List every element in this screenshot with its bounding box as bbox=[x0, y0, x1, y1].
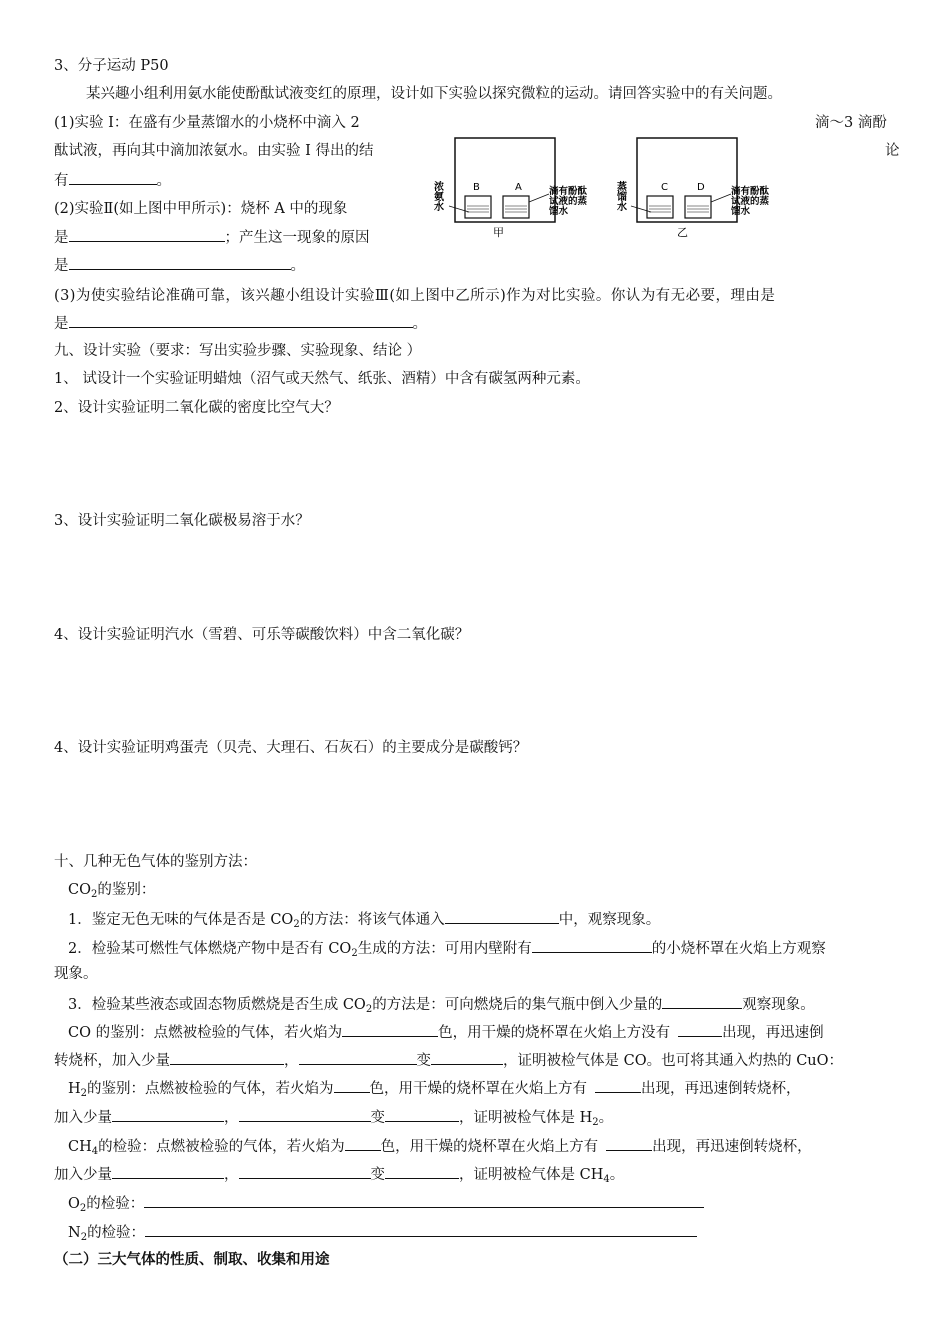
jia-right-label-3: 馏水 bbox=[549, 206, 569, 217]
yi-right-label-2: 试液的蒸 bbox=[731, 196, 770, 207]
co2-heading: $CO_2$的鉴别： bbox=[68, 882, 156, 900]
answer-blank[interactable] bbox=[334, 1078, 370, 1093]
answer-blank[interactable] bbox=[144, 1193, 704, 1208]
q1-line-b-right: 论 bbox=[885, 143, 900, 159]
q3-line-a: (3)为使实验结论准确可靠，该兴趣小组设计实验Ⅲ(如上图中乙所示)作为对比实验。你认为有无必要，理由是 bbox=[54, 288, 776, 304]
beaker-b bbox=[465, 196, 491, 218]
s9-q1: 1、 试设计一个实验证明蜡烛（沼气或天然气、纸张、酒精）中含有碳氢两种元素。 bbox=[54, 371, 590, 387]
beaker-c-label: C bbox=[661, 182, 668, 193]
yi-right-label-1: 滴有酚酞 bbox=[731, 186, 770, 197]
section-3-intro: 某兴趣小组利用氨水能使酚酞试液变红的原理，设计如下实验以探究微粒的运动。请回答实验中的有关问题。 bbox=[86, 86, 782, 102]
beaker-b-label: B bbox=[473, 182, 480, 193]
co2-item-2: 2．检验某可燃性气体燃烧产物中是否有 $CO_2$生成的方法：可用内壁附有 的小烧杯罩在火焰上方观察 bbox=[68, 938, 826, 964]
jia-left-label-2: 氨 bbox=[434, 192, 444, 203]
jia-left-label-3: 水 bbox=[434, 202, 444, 213]
co-line-1: CO 的鉴别：点燃被检验的气体，若火焰为 色，用干燥的烧杯罩在火焰上方没有 出现，再迅速倒 bbox=[68, 1022, 824, 1043]
s9-q3: 3、设计实验证明二氧化碳极易溶于水？ bbox=[54, 513, 310, 529]
s9-q4b: 4、设计实验证明鸡蛋壳（贝壳、大理石、石灰石）的主要成分是碳酸钙？ bbox=[54, 740, 528, 756]
answer-blank[interactable] bbox=[385, 1107, 459, 1122]
yi-left-label-3: 水 bbox=[617, 202, 627, 213]
answer-blank[interactable] bbox=[606, 1136, 652, 1151]
beaker-c bbox=[647, 196, 673, 218]
ch4-line-1: $CH_4$的检验：点燃被检验的气体，若火焰为 色，用干燥的烧杯罩在火焰上方有 出现，再迅速倒转烧杯， bbox=[68, 1136, 812, 1162]
answer-blank[interactable] bbox=[69, 170, 157, 185]
answer-blank[interactable] bbox=[595, 1078, 641, 1093]
q1-line-a: (1)实验 I：在盛有少量蒸馏水的小烧杯中滴入 2 bbox=[54, 115, 360, 131]
answer-blank[interactable] bbox=[69, 313, 413, 328]
section-3-title: 3、分子运动 P50 bbox=[54, 58, 169, 74]
beaker-d-label: D bbox=[697, 182, 705, 193]
yi-caption: 乙 bbox=[677, 226, 688, 239]
answer-blank[interactable] bbox=[112, 1164, 224, 1179]
beaker-d bbox=[685, 196, 711, 218]
answer-blank[interactable] bbox=[445, 909, 559, 924]
q1-line-b: 酞试液，再向其中滴加浓氨水。由实验 I 得出的结 bbox=[54, 143, 374, 159]
q2-line-a: (2)实验Ⅱ(如上图中甲所示)：烧杯 A 中的现象 bbox=[54, 201, 348, 217]
answer-blank[interactable] bbox=[69, 255, 291, 270]
q1-line-c: 有 。 bbox=[54, 170, 171, 191]
answer-blank[interactable] bbox=[170, 1050, 284, 1065]
figure-jia bbox=[434, 138, 588, 239]
yi-left-label-2: 馏 bbox=[617, 192, 627, 203]
answer-blank[interactable] bbox=[342, 1022, 438, 1037]
co-line-2: 转烧杯，加入少量 ， 变 ，证明被检气体是 CO。也可将其通入灼热的 CuO： bbox=[54, 1050, 843, 1071]
s9-q2: 2、设计实验证明二氧化碳的密度比空气大？ bbox=[54, 400, 339, 416]
jia-left-label-1: 浓 bbox=[434, 182, 444, 193]
section-9-title: 九、设计实验（要求：写出实验步骤、实验现象、结论 ） bbox=[54, 343, 422, 359]
q2-line-b: 是 ；产生这一现象的原因 bbox=[54, 227, 370, 248]
h2-line-1: $H_2$的鉴别：点燃被检验的气体，若火焰为 色，用干燥的烧杯罩在火焰上方有 出现，再迅速倒转烧杯， bbox=[68, 1078, 801, 1104]
answer-blank[interactable] bbox=[145, 1222, 697, 1237]
answer-blank[interactable] bbox=[112, 1107, 224, 1122]
figure-yi bbox=[617, 138, 770, 239]
beaker-a bbox=[503, 196, 529, 218]
yi-right-label-3: 馏水 bbox=[731, 206, 751, 217]
n2-line: $N_2$的检验： bbox=[68, 1222, 697, 1248]
jia-right-label-1: 滴有酚酞 bbox=[549, 186, 588, 197]
answer-blank[interactable] bbox=[532, 938, 652, 953]
beaker-a-label: A bbox=[515, 182, 522, 193]
ch4-line-2: 加入少量 ， 变 ，证明被检气体是 $CH_4$。 bbox=[54, 1164, 624, 1190]
s9-q4a: 4、设计实验证明汽水（雪碧、可乐等碳酸饮料）中含二氧化碳？ bbox=[54, 627, 470, 643]
q2-line-c: 是 。 bbox=[54, 255, 305, 276]
answer-blank[interactable] bbox=[662, 994, 742, 1009]
jia-right-label-2: 试液的蒸 bbox=[549, 196, 588, 207]
co2-item-3: 3．检验某些液态或固态物质燃烧是否生成 $CO_2$的方法是：可向燃烧后的集气瓶中倒入少量的 观察现象。 bbox=[68, 994, 815, 1020]
answer-blank[interactable] bbox=[678, 1022, 722, 1037]
experiment-figure bbox=[425, 136, 800, 242]
answer-blank[interactable] bbox=[239, 1164, 371, 1179]
o2-line: $O_2$的检验： bbox=[68, 1193, 704, 1219]
co2-item-1: 1．鉴定无色无味的气体是否是 $CO_2$的方法：将该气体通入 中，观察现象。 bbox=[68, 909, 660, 935]
section-2-title: （二）三大气体的性质、制取、收集和用途 bbox=[54, 1251, 330, 1268]
answer-blank[interactable] bbox=[431, 1050, 503, 1065]
h2-line-2: 加入少量 ， 变 ，证明被检气体是 $H_2$。 bbox=[54, 1107, 613, 1133]
section-10-title: 十、几种无色气体的鉴别方法： bbox=[54, 854, 257, 870]
yi-left-label-1: 蒸 bbox=[617, 182, 627, 193]
answer-blank[interactable] bbox=[299, 1050, 417, 1065]
co2-item-2-cont: 现象。 bbox=[54, 966, 98, 982]
answer-blank[interactable] bbox=[69, 227, 225, 242]
jia-caption: 甲 bbox=[493, 226, 504, 239]
answer-blank[interactable] bbox=[239, 1107, 371, 1122]
q3-line-b: 是 。 bbox=[54, 313, 427, 334]
answer-blank[interactable] bbox=[385, 1164, 459, 1179]
answer-blank[interactable] bbox=[345, 1136, 381, 1151]
q1-line-a-right: 滴～3 滴酚 bbox=[815, 115, 887, 131]
